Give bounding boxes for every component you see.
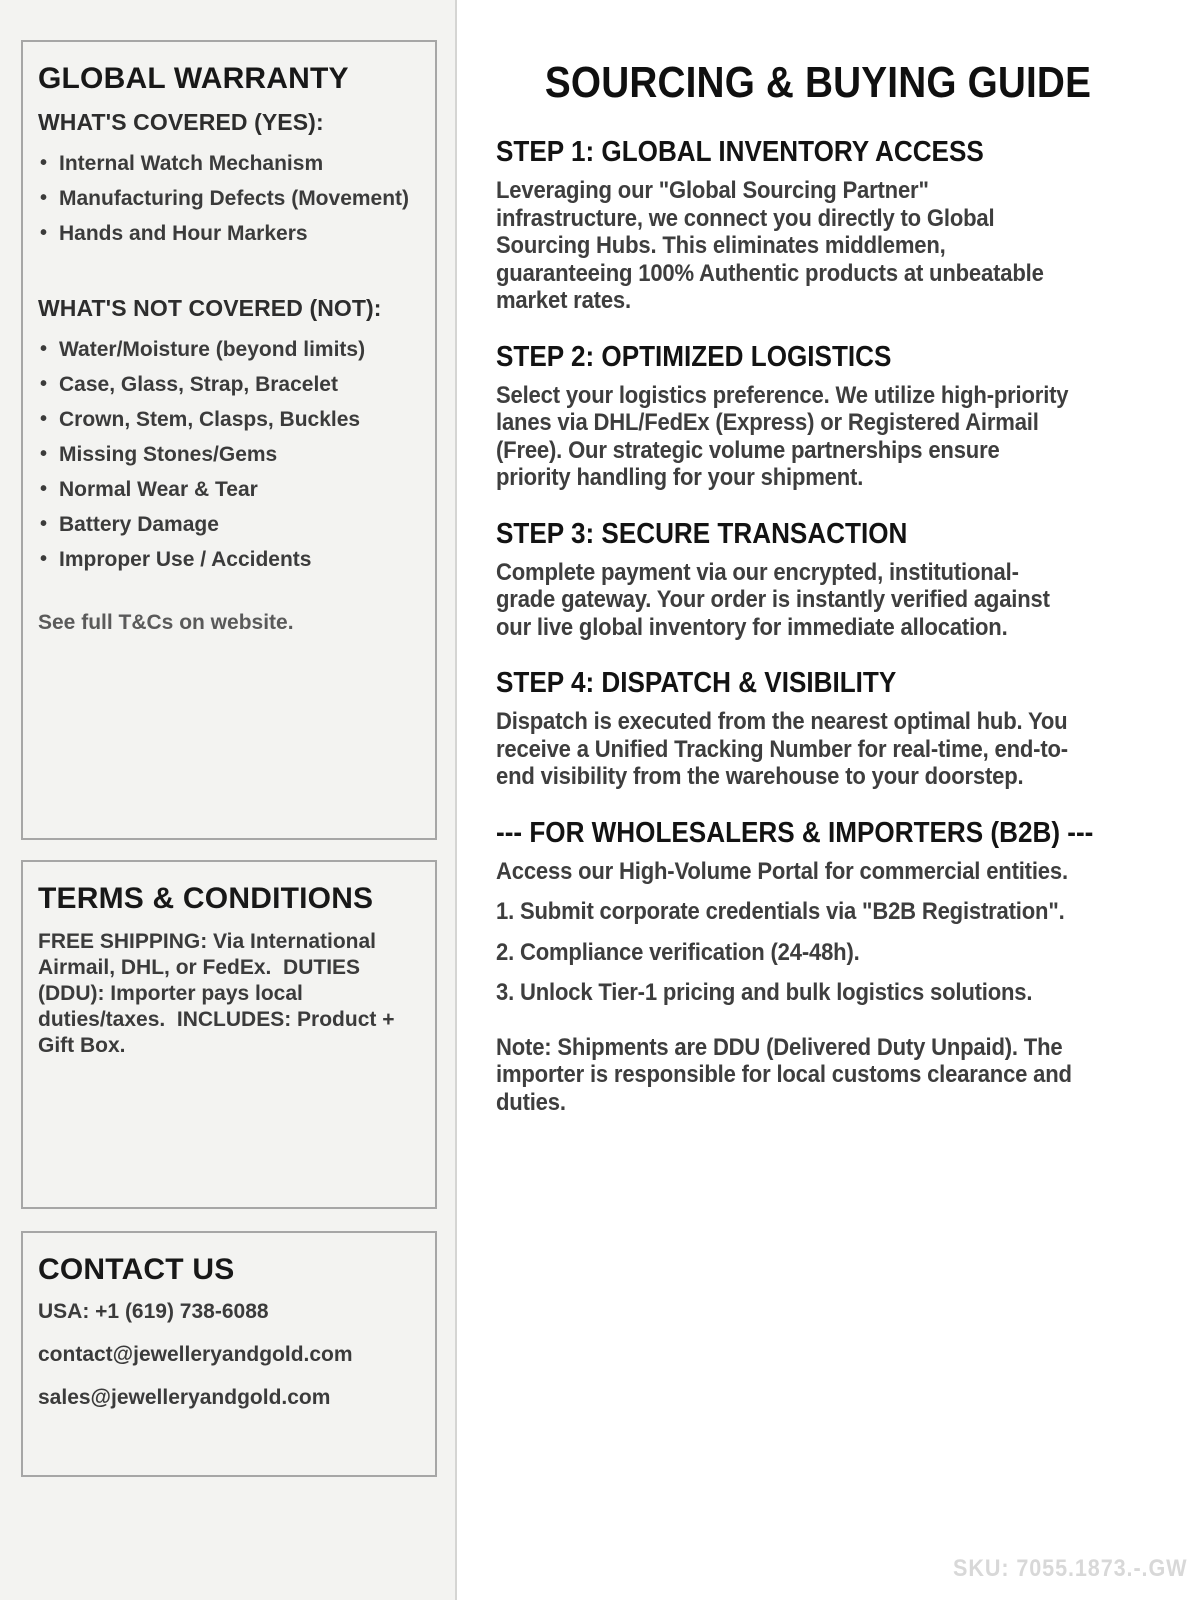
bullet-icon: • xyxy=(40,478,48,500)
sidebar xyxy=(0,0,457,1600)
terms-panel xyxy=(21,860,437,1209)
list-item: • Improper Use / Accidents xyxy=(38,542,419,577)
step-4-section xyxy=(496,667,1140,791)
bullet-icon: • xyxy=(40,222,48,244)
list-item: • Manufacturing Defects (Movement) xyxy=(38,181,419,216)
list-item: • Crown, Stem, Clasps, Buckles xyxy=(38,402,419,437)
b2b-step-3: 3. Unlock Tier-1 pricing and bulk logistics solutions. xyxy=(496,979,1033,1006)
list-item: • Hands and Hour Markers xyxy=(38,216,419,251)
list-item: • Battery Damage xyxy=(38,507,419,542)
list-item: • Normal Wear & Tear xyxy=(38,472,419,507)
step-2-section xyxy=(496,341,1140,492)
step-1-section xyxy=(496,136,1140,315)
step-3-body: Complete payment via our encrypted, institutional-grade gateway. Your order is instantly verified against our live global inventory for immediate allocation. xyxy=(496,558,1050,641)
contact-phone: USA: +1 (619) 738-6088 xyxy=(38,1300,269,1323)
warranty-title: GLOBAL WARRANTY xyxy=(38,62,349,95)
step-2-body: Select your logistics preference. We utilize high-priority lanes via DHL/FedEx (Express) or Registered Airmail (Free). Our strategic volume partnerships ensure priority handling for your shipment. xyxy=(496,381,1069,491)
warranty-footnote: See full T&Cs on website. xyxy=(38,611,294,634)
sales-email: sales@jewelleryandgold.com xyxy=(38,1386,331,1409)
terms-title: TERMS & CONDITIONS xyxy=(38,882,374,915)
step-4-body: Dispatch is executed from the nearest optimal hub. You receive a Unified Tracking Number for real-time, end-to-end visibility from the warehouse to your doorstep. xyxy=(496,708,1068,790)
step-1-heading: STEP 1: GLOBAL INVENTORY ACCESS xyxy=(496,136,984,168)
b2b-section xyxy=(496,817,1140,1117)
contact-email: contact@jewelleryandgold.com xyxy=(38,1343,353,1366)
contact-title: CONTACT US xyxy=(38,1253,235,1286)
b2b-intro: Access our High-Volume Portal for commercial entities. xyxy=(496,857,1068,885)
bullet-icon: • xyxy=(40,187,48,209)
bullet-icon: • xyxy=(40,513,48,535)
step-3-section xyxy=(496,518,1140,642)
list-item: • Case, Glass, Strap, Bracelet xyxy=(38,367,419,402)
bullet-icon: • xyxy=(40,548,48,570)
bullet-icon: • xyxy=(40,152,48,174)
list-item: • Missing Stones/Gems xyxy=(38,437,419,472)
step-4-heading: STEP 4: DISPATCH & VISIBILITY xyxy=(496,667,897,699)
page-title: SOURCING & BUYING GUIDE xyxy=(544,58,1092,107)
contact-panel xyxy=(21,1231,437,1477)
step-3-heading: STEP 3: SECURE TRANSACTION xyxy=(496,517,908,550)
warranty-panel xyxy=(21,40,437,840)
covered-list xyxy=(38,146,419,251)
not-covered-list xyxy=(38,332,419,577)
sku-label: SKU: 7055.1873.-.GW xyxy=(952,1555,1187,1582)
bullet-icon: • xyxy=(40,373,48,395)
covered-subheading: WHAT'S COVERED (YES): xyxy=(38,109,324,135)
not-covered-subheading: WHAT'S NOT COVERED (NOT): xyxy=(38,295,382,321)
list-item: • Internal Watch Mechanism xyxy=(38,146,419,181)
bullet-icon: • xyxy=(40,443,48,465)
bullet-icon: • xyxy=(40,338,48,360)
b2b-step-2: 2. Compliance verification (24-48h). xyxy=(496,938,860,966)
main-content xyxy=(459,0,1200,1600)
terms-body: FREE SHIPPING: Via International Airmail, DHL, or FedEx. DUTIES (DDU): Importer pays local duties/taxes. INCLUDES: Product + Gift Box. xyxy=(38,930,401,1057)
b2b-note: Note: Shipments are DDU (Delivered Duty Unpaid). The importer is responsible for local customs clearance and duties. xyxy=(496,1033,1072,1116)
step-1-body: Leveraging our "Global Sourcing Partner" infrastructure, we connect you directly to Global Sourcing Hubs. This eliminates middlemen, guaranteeing 100% Authentic products at unbeatable market rates. xyxy=(496,177,1044,314)
list-item: • Water/Moisture (beyond limits) xyxy=(38,332,419,367)
bullet-icon: • xyxy=(40,408,48,430)
step-2-heading: STEP 2: OPTIMIZED LOGISTICS xyxy=(496,340,892,373)
b2b-heading: --- FOR WHOLESALERS & IMPORTERS (B2B) --- xyxy=(496,816,1094,849)
b2b-step-1: 1. Submit corporate credentials via "B2B Registration". xyxy=(496,898,1065,925)
